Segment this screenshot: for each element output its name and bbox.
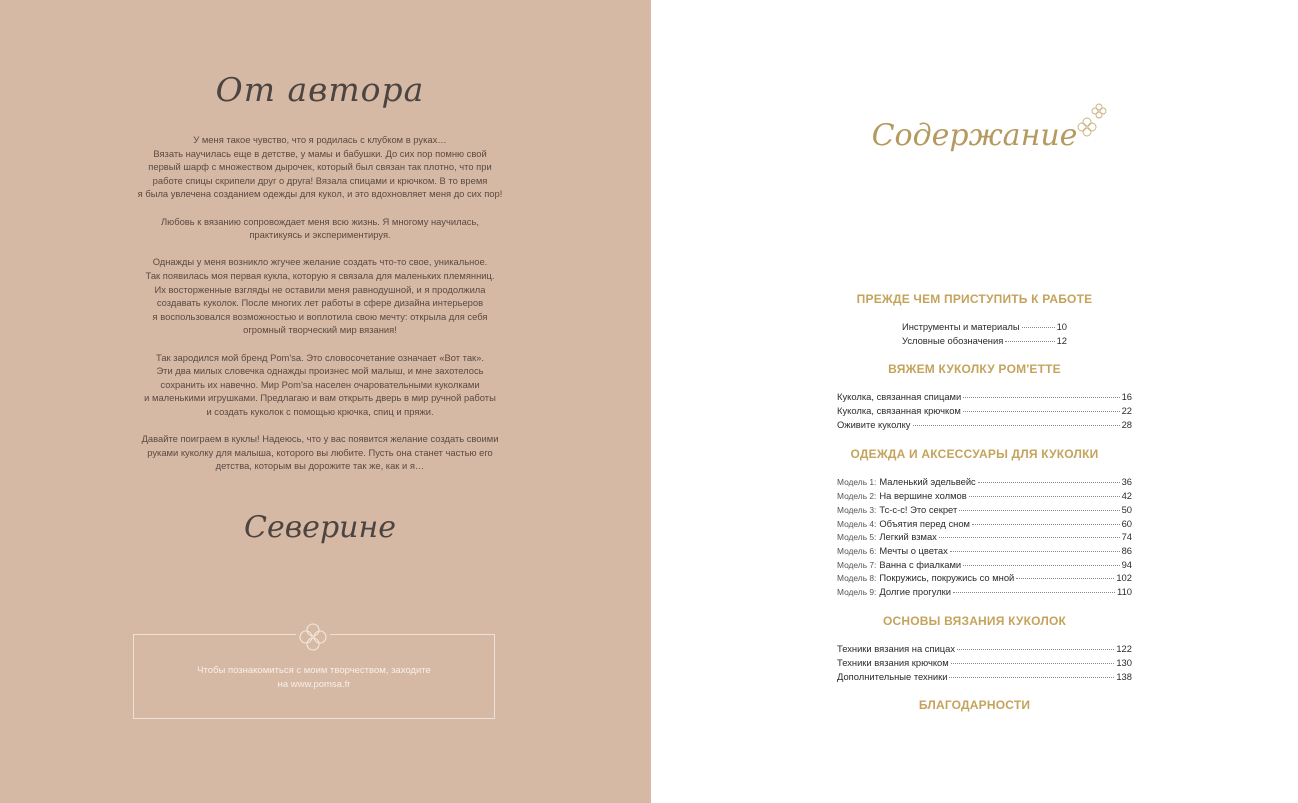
toc-entry[interactable] bbox=[837, 671, 1132, 684]
toc-entry-name: Ванна с фиалками bbox=[879, 559, 962, 570]
dot-leader bbox=[963, 411, 1120, 412]
toc-entry[interactable] bbox=[837, 490, 1132, 503]
toc-entry[interactable] bbox=[837, 545, 1132, 558]
toc-entry[interactable] bbox=[902, 321, 1067, 334]
toc-entry-name: Покружись, покружись со мной bbox=[879, 572, 1015, 583]
toc-entry-name: Объятия перед сном bbox=[879, 518, 970, 529]
toc-entry-model-number: Модель 5: bbox=[837, 532, 877, 542]
toc-entry-model-number: Модель 3: bbox=[837, 505, 877, 515]
author-signature: Северине bbox=[244, 510, 396, 545]
toc-entry[interactable] bbox=[837, 405, 1132, 418]
toc-entry-page: 102 bbox=[1116, 572, 1132, 583]
toc-entry-name: Куколка, связанная крючком bbox=[837, 405, 961, 416]
dot-leader bbox=[957, 649, 1114, 650]
toc-entry-name: Маленький эдельвейс bbox=[879, 476, 976, 487]
toc-entry-name: Дополнительные техники bbox=[837, 671, 948, 682]
toc-entry[interactable] bbox=[837, 531, 1132, 544]
author-text bbox=[100, 133, 540, 486]
toc-entry-page: 12 bbox=[1056, 335, 1067, 346]
toc-entry-name: Долгие прогулки bbox=[879, 586, 951, 597]
toc-entry-page: 36 bbox=[1121, 476, 1132, 487]
toc-entry[interactable] bbox=[837, 586, 1132, 599]
section-heading-basics[interactable]: ОСНОВЫ ВЯЗАНИЯ КУКОЛОК bbox=[882, 614, 1067, 628]
toc-entry[interactable] bbox=[837, 518, 1132, 531]
toc-entry[interactable] bbox=[837, 657, 1132, 670]
section-heading-before-start[interactable]: ПРЕЖДЕ ЧЕМ ПРИСТУПИТЬ К РАБОТЕ bbox=[856, 292, 1093, 306]
section-heading-knit-doll[interactable]: ВЯЖЕМ КУКОЛКУ POM'ETTE bbox=[888, 362, 1061, 376]
toc-entry[interactable] bbox=[837, 559, 1132, 572]
toc-entry-page: 122 bbox=[1116, 643, 1132, 654]
toc-entry-page: 22 bbox=[1121, 405, 1132, 416]
quatrefoil-flower-icon bbox=[296, 620, 330, 654]
dot-leader bbox=[963, 397, 1119, 398]
author-paragraph: Так зародился мой бренд Pom'sa. Это словосочетание означает «Вот так». Эти два милых словечка однажды произнес мой малыш, и мне захотелось сохранить их навечно. Мир Pom'sa населен очаровательными куколками и маленькими игрушками. Предлагаю и вам открыть дверь в мир ручной работы и создать куколок с помощью крючка, спиц и пряжи. bbox=[144, 351, 496, 417]
author-paragraph: Давайте поиграем в куклы! Надеюсь, что у вас появится желание создать своими руками куколку для малыша, которого вы любите. Пусть она станет частью его детства, которым вы дорожите так же, как и я… bbox=[141, 433, 499, 472]
dot-leader bbox=[913, 425, 1120, 426]
toc-entry-page: 16 bbox=[1121, 391, 1132, 402]
toc-entry[interactable] bbox=[902, 335, 1067, 348]
toc-entry[interactable] bbox=[837, 476, 1132, 489]
toc-entry-name: Легкий взмах bbox=[879, 531, 937, 542]
toc-entry-model-number: Модель 4: bbox=[837, 519, 877, 529]
toc-entry[interactable] bbox=[837, 572, 1132, 585]
toc-entry-name: Техники вязания на спицах bbox=[837, 643, 956, 654]
toc-entry-page: 130 bbox=[1116, 657, 1132, 668]
toc-entry-name: Оживите куколку bbox=[837, 419, 911, 430]
author-page-title: От автора bbox=[215, 70, 425, 109]
dot-leader bbox=[1005, 341, 1054, 342]
toc-entry-page: 42 bbox=[1121, 490, 1132, 501]
toc-entry-name: Техники вязания крючком bbox=[837, 657, 949, 668]
section-heading-clothes[interactable]: ОДЕЖДА И АКСЕССУАРЫ ДЛЯ КУКОЛКИ bbox=[850, 447, 1099, 461]
dot-leader bbox=[949, 677, 1114, 678]
toc-entry-page: 10 bbox=[1056, 321, 1067, 332]
toc-entry-page: 94 bbox=[1121, 559, 1132, 570]
toc-entry-name: Куколка, связанная спицами bbox=[837, 391, 962, 402]
toc-entry-model-number: Модель 2: bbox=[837, 491, 877, 501]
dot-leader bbox=[959, 510, 1119, 511]
toc-entry-model-number: Модель 6: bbox=[837, 546, 877, 556]
dot-leader bbox=[951, 663, 1115, 664]
contents-title: Содержание bbox=[871, 118, 1078, 153]
author-paragraph: Любовь к вязанию сопровождает меня всю жизнь. Я многому научилась, практикуясь и экспериментируя. bbox=[161, 215, 479, 241]
toc-entry[interactable] bbox=[837, 504, 1132, 517]
toc-entry-page: 60 bbox=[1121, 518, 1132, 529]
dot-leader bbox=[978, 482, 1120, 483]
dot-leader bbox=[1016, 578, 1114, 579]
toc-entry-name: Инструменты и материалы bbox=[902, 321, 1020, 332]
toc-entry-model-number: Модель 7: bbox=[837, 560, 877, 570]
dot-leader bbox=[972, 524, 1120, 525]
section-heading-thanks[interactable]: БЛАГОДАРНОСТИ bbox=[918, 698, 1031, 712]
dot-leader bbox=[963, 565, 1119, 566]
dot-leader bbox=[939, 537, 1120, 538]
toc-entry-page: 74 bbox=[1121, 531, 1132, 542]
toc-entry-page: 86 bbox=[1121, 545, 1132, 556]
toc-entry-name: Тс-с-с! Это секрет bbox=[879, 504, 958, 515]
toc-entry-page: 50 bbox=[1121, 504, 1132, 515]
toc-entry[interactable] bbox=[837, 643, 1132, 656]
website-info-text: Чтобы познакомиться с моим творчеством, заходите на www.pomsa.fr bbox=[197, 665, 431, 690]
dot-leader bbox=[953, 592, 1115, 593]
toc-entry-page: 138 bbox=[1116, 671, 1132, 682]
toc-entry-name: Мечты о цветах bbox=[879, 545, 948, 556]
toc-entry[interactable] bbox=[837, 419, 1132, 432]
toc-entry-model-number: Модель 8: bbox=[837, 573, 877, 583]
toc-entry-model-number: Модель 9: bbox=[837, 587, 877, 597]
dot-leader bbox=[969, 496, 1120, 497]
dot-leader bbox=[950, 551, 1120, 552]
toc-entry-name: Условные обозначения bbox=[902, 335, 1004, 346]
author-paragraph: Однажды у меня возникло жгучее желание создать что-то свое, уникальное. Так появилась моя первая кукла, которую я связала для маленьких племянниц. Их восторженные взгляды не оставили меня равнодушной, и я продолжила создавать куколок. После многих лет работы в сфере дизайна интерьеров я воспользовался возможностью и воплотила свою мечту: открыла для себя огромный творческий мир вязания! bbox=[145, 256, 495, 336]
quatrefoil-flower-icon bbox=[1074, 100, 1114, 140]
author-paragraph: У меня такое чувство, что я родилась с клубком в руках… Вязать научилась еще в детстве, у мамы и бабушки. До сих пор помню свой первый шарф с множеством дырочек, который был связан так плотно, что при работе спицы скрипели друг о друга! Вязала спицами и крючком. В то время я была увлечена созданием одежды для кукол, и это вдохновляет меня до сих пор! bbox=[137, 134, 503, 200]
toc-entry[interactable] bbox=[837, 391, 1132, 404]
toc-entry-model-number: Модель 1: bbox=[837, 477, 877, 487]
contents-page bbox=[651, 0, 1298, 803]
dot-leader bbox=[1022, 327, 1055, 328]
toc-entry-name: На вершине холмов bbox=[879, 490, 967, 501]
toc-entry-page: 110 bbox=[1117, 586, 1132, 597]
toc-entry-page: 28 bbox=[1121, 419, 1132, 430]
